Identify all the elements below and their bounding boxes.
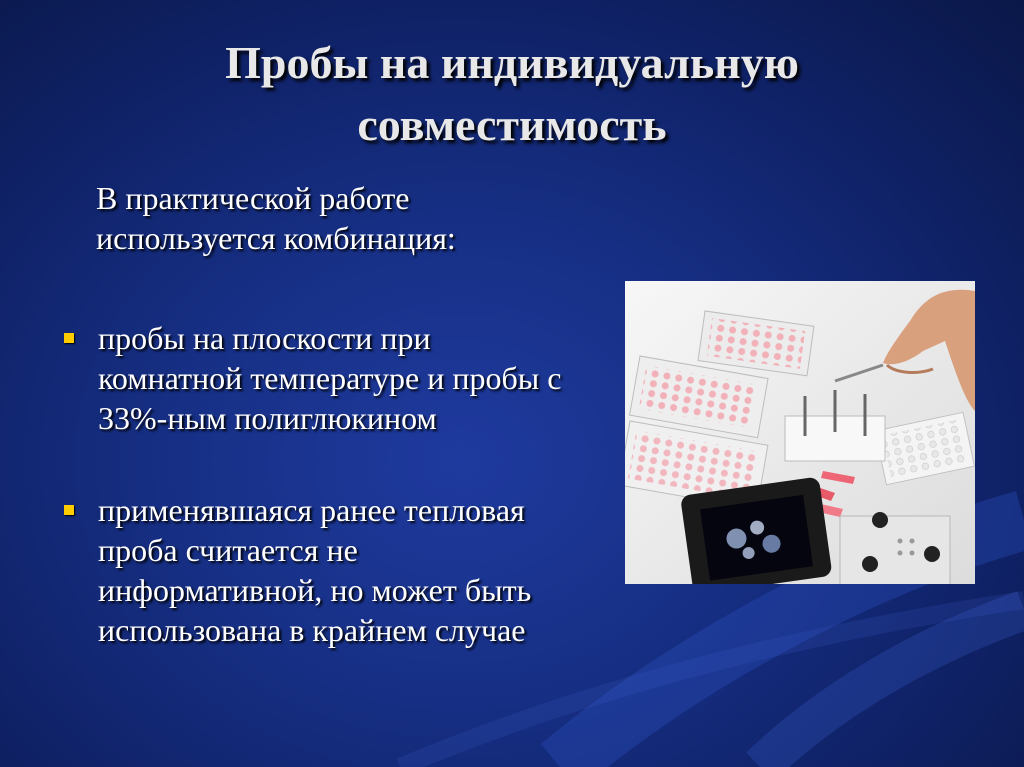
lab-plates-photo <box>625 281 975 584</box>
slide-title: Пробы на индивидуальную совместимость <box>225 37 799 150</box>
bullet-item <box>56 490 576 650</box>
intro-text: В практической работе используется комбинация: <box>96 180 456 256</box>
bullet-list <box>56 318 576 650</box>
square-bullet-icon <box>64 505 74 515</box>
bullet-text: применявшаяся ранее тепловая проба считается не информативной, но может быть использована в крайнем случае <box>98 492 532 648</box>
bullet-text: пробы на плоскости при комнатной температуре и пробы с 33%-ным полиглюкином <box>98 320 562 436</box>
bullet-item <box>56 318 576 438</box>
square-bullet-icon <box>64 333 74 343</box>
